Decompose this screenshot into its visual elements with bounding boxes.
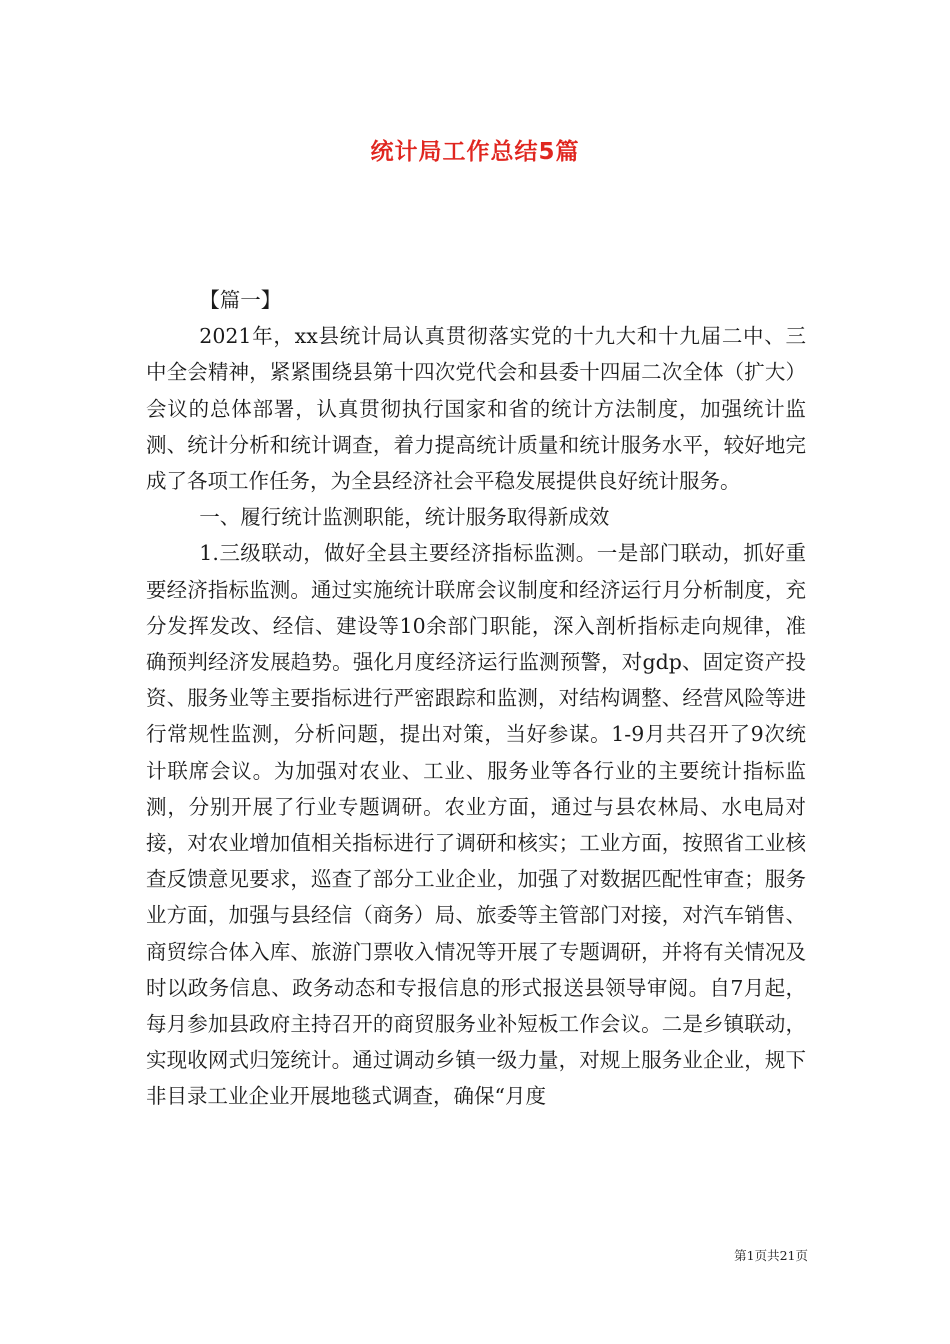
document-body — [146, 282, 806, 1115]
paragraph-heading-1: 一、履行统计监测职能，统计服务取得新成效 — [199, 505, 610, 530]
section-label: 【篇一】 — [199, 288, 282, 312]
paragraph-intro: 2021年，xx县统计局认真贯彻落实党的十九大和十九届二中、三中全会精神，紧紧围绕县第十四次党代会和县委十四届二次全体（扩大）会议的总体部署，认真贯彻执行国家和省的统计方法制度，加强统计监测、统计分析和统计调查，着力提高统计质量和统计服务水平，较好地完成了各项工作任务，为全县经济社会平稳发展提供良好统计服务。 — [146, 324, 806, 494]
document-title: 统计局工作总结5篇 — [370, 139, 580, 165]
paragraph-body-1: 1.三级联动，做好全县主要经济指标监测。一是部门联动，抓好重要经济指标监测。通过实施统计联席会议制度和经济运行月分析制度，充分发挥发改、经信、建设等10余部门职能，深入剖析指标走向规律，准确预判经济发展趋势。强化月度经济运行监测预警，对gdp、固定资产投资、服务业等主要指标进行严密跟踪和监测，对结构调整、经营风险等进行常规性监测，分析问题，提出对策，当好参谋。1-9月共召开了9次统计联席会议。为加强对农业、工业、服务业等各行业的主要统计指标监测，分别开展了行业专题调研。农业方面，通过与县农林局、水电局对接，对农业增加值相关指标进行了调研和核实；工业方面，按照省工业核查反馈意见要求，巡查了部分工业企业，加强了对数据匹配性审查；服务业方面，加强与县经信（商务）局、旅委等主管部门对接，对汽车销售、商贸综合体入库、旅游门票收入情况等开展了专题调研，并将有关情况及时以政务信息、政务动态和专报信息的形式报送县领导审阅。自7月起，每月参加县政府主持召开的商贸服务业补短板工作会议。二是乡镇联动，实现收网式归笼统计。通过调动乡镇一级力量，对规上服务业企业，规下非目录工业企业开展地毯式调查，确保“月度 — [146, 541, 806, 1109]
page-number: 第1页共21页 — [734, 1248, 808, 1263]
